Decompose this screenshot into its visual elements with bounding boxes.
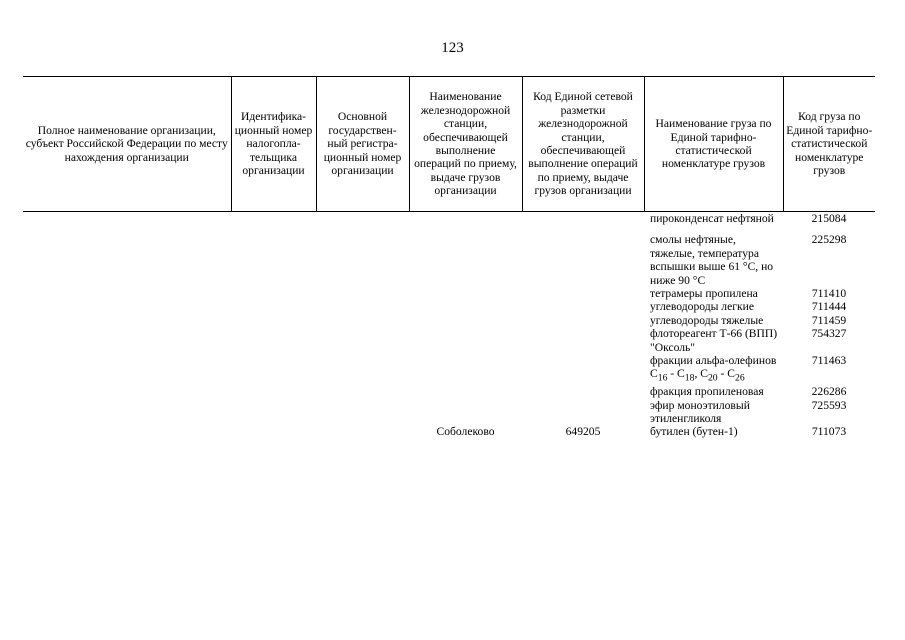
table-row [23, 212, 875, 234]
org-name-cell [23, 327, 231, 354]
station-name-cell [409, 212, 522, 234]
inn-cell [231, 212, 316, 234]
cargo-code-cell: 725593 [811, 398, 847, 412]
ogrn-cell [316, 212, 409, 234]
cargo-name-cell: флотореагент Т-66 (ВПП) "Оксоль" [650, 327, 778, 354]
inn-cell [231, 354, 316, 385]
ogrn-cell [316, 385, 409, 398]
header-station-code: Код Единой сетевой разметки железнодорожной станции, обеспечивающей выполнение операций по приему, выдаче грузов организации [522, 77, 644, 212]
inn-cell [231, 385, 316, 398]
station-name-cell [409, 314, 522, 327]
station-code-cell [522, 314, 644, 327]
station-code-cell [522, 385, 644, 398]
org-name-cell [23, 212, 231, 234]
cargo-code-cell: 225298 [811, 233, 847, 247]
station-code-cell [522, 300, 644, 313]
station-name-cell [409, 287, 522, 300]
station-name-cell [409, 354, 522, 385]
cargo-code-cell: 215084 [811, 212, 847, 225]
ogrn-cell [316, 354, 409, 385]
station-code-cell [522, 399, 644, 426]
cargo-code-cell: 226286 [811, 385, 847, 399]
cargo-table [23, 76, 875, 439]
table-row [23, 287, 875, 300]
subscript: 26 [735, 372, 745, 384]
inn-cell [231, 399, 316, 426]
header-inn: Идентифика-ционный номер налогопла-тельщика организации [231, 77, 316, 212]
station-name-cell [409, 233, 522, 287]
station-name-cell [409, 399, 522, 426]
ogrn-cell [316, 399, 409, 426]
cargo-name-cell: пироконденсат нефтяной [650, 212, 774, 225]
cargo-name-text: фракции альфа-олефинов С [650, 354, 777, 381]
ogrn-cell [316, 425, 409, 438]
org-name-cell [23, 287, 231, 300]
ogrn-cell [316, 314, 409, 327]
cargo-code-cell: 711410 [811, 287, 847, 301]
station-name-cell [409, 327, 522, 354]
cargo-name-cell: бутилен (бутен-1) [650, 425, 738, 439]
ogrn-cell [316, 233, 409, 287]
station-name-cell: Соболеково [436, 425, 495, 439]
inn-cell [231, 233, 316, 287]
org-name-cell [23, 300, 231, 313]
station-code-cell [522, 233, 644, 287]
table-row [23, 300, 875, 313]
cargo-code-cell: 711073 [811, 425, 847, 439]
table-row [23, 233, 875, 287]
station-code-cell [522, 287, 644, 300]
header-ogrn: Основной государствен-ный регистра-ционный номер организации [316, 77, 409, 212]
inn-cell [231, 425, 316, 438]
org-name-cell [23, 399, 231, 426]
station-code-cell [522, 354, 644, 385]
cargo-code-cell: 711444 [811, 300, 847, 314]
header-org-name: Полное наименование организации, субъект Российской Федерации по месту нахождения организации [23, 77, 231, 212]
table-row [23, 314, 875, 327]
ogrn-cell [316, 327, 409, 354]
cargo-name-text: - С [717, 367, 736, 381]
cargo-code-cell: 711459 [811, 313, 847, 327]
station-name-cell [409, 385, 522, 398]
cargo-name-text: - С [667, 367, 685, 381]
table-row [23, 327, 875, 354]
inn-cell [231, 287, 316, 300]
table-row [23, 385, 875, 398]
cargo-code-cell: 754327 [811, 327, 847, 341]
station-code-cell [522, 212, 644, 234]
cargo-name-cell [644, 354, 783, 385]
cargo-name-cell: смолы нефтяные, тяжелые, температура вспышки выше 61 °С, но ниже 90 °С [650, 233, 774, 287]
cargo-name-cell: углеводороды легкие [650, 300, 754, 314]
station-name-cell [409, 300, 522, 313]
cargo-name-cell: эфир моноэтиловый этиленгликоля [650, 398, 750, 425]
org-name-cell [23, 233, 231, 287]
cargo-name-text: , С [694, 367, 708, 381]
subscript: 16 [657, 372, 668, 384]
org-name-cell [23, 425, 231, 438]
inn-cell [231, 300, 316, 313]
header-station-name: Наименование железнодорожной станции, обеспечивающей выполнение операций по приему, выдаче грузов организации [409, 77, 522, 212]
table-body [23, 212, 875, 439]
station-code-cell [522, 327, 644, 354]
header-cargo-name: Наименование груза по Единой тарифно-статистической номенклатуре грузов [644, 77, 783, 212]
cargo-name-cell: фракция пропиленовая [650, 385, 764, 399]
org-name-cell [23, 385, 231, 398]
cargo-code-cell: 711463 [811, 354, 847, 368]
header-cargo-code: Код груза по Единой тарифно-статистической номенклатуре грузов [783, 77, 875, 212]
inn-cell [231, 314, 316, 327]
ogrn-cell [316, 287, 409, 300]
subscript: 20 [707, 372, 718, 384]
org-name-cell [23, 314, 231, 327]
table-row [23, 425, 875, 438]
cargo-name-cell: углеводороды тяжелые [650, 313, 764, 327]
table-row [23, 399, 875, 426]
page-number: 123 [441, 40, 464, 56]
inn-cell [231, 327, 316, 354]
table-header [23, 77, 875, 212]
station-code-cell: 649205 [565, 425, 601, 439]
subscript: 18 [684, 372, 695, 384]
org-name-cell [23, 354, 231, 385]
table-row [23, 354, 875, 385]
ogrn-cell [316, 300, 409, 313]
cargo-name-cell: тетрамеры пропилена [650, 287, 758, 301]
